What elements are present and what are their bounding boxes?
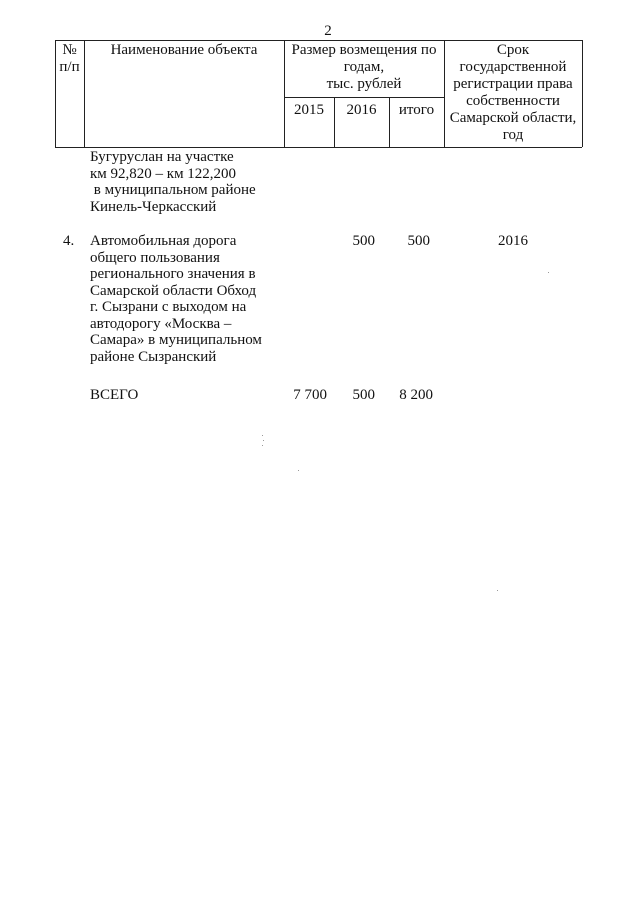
continuation-name: Бугуруслан на участке км 92,820 – км 122,200 в муниципальном районе Кинель-Черкасский	[90, 149, 256, 215]
header-num: № п/п	[59, 42, 80, 75]
summary-value-total: 8 200	[399, 387, 433, 403]
row-num: 4.	[63, 233, 75, 249]
header-total: итого	[398, 102, 435, 118]
header-amount-group: Размер возмещения по годам, тыс. рублей	[291, 42, 437, 92]
header-deadline: Срок государственной регистрации права собственности Самарской области, год	[449, 42, 577, 143]
row-value-2016: 500	[352, 233, 375, 249]
row-name: Автомобильная дорога общего пользования регионального значения в Самарской области Обход г. Сызрани с выходом на автодорогу «Москва – Самара» в муниципальном районе Сызранский	[90, 233, 262, 365]
page-number: 2	[324, 23, 332, 39]
summary-value-2015: 7 700	[293, 387, 327, 403]
header-year-2015: 2015	[294, 102, 324, 118]
header-name: Наименование объекта	[110, 42, 258, 58]
summary-value-2016: 500	[352, 387, 375, 403]
row-value-total: 500	[407, 233, 430, 249]
header-year-2016: 2016	[346, 102, 377, 118]
summary-label: ВСЕГО	[90, 387, 139, 403]
row-deadline: 2016	[498, 233, 528, 249]
